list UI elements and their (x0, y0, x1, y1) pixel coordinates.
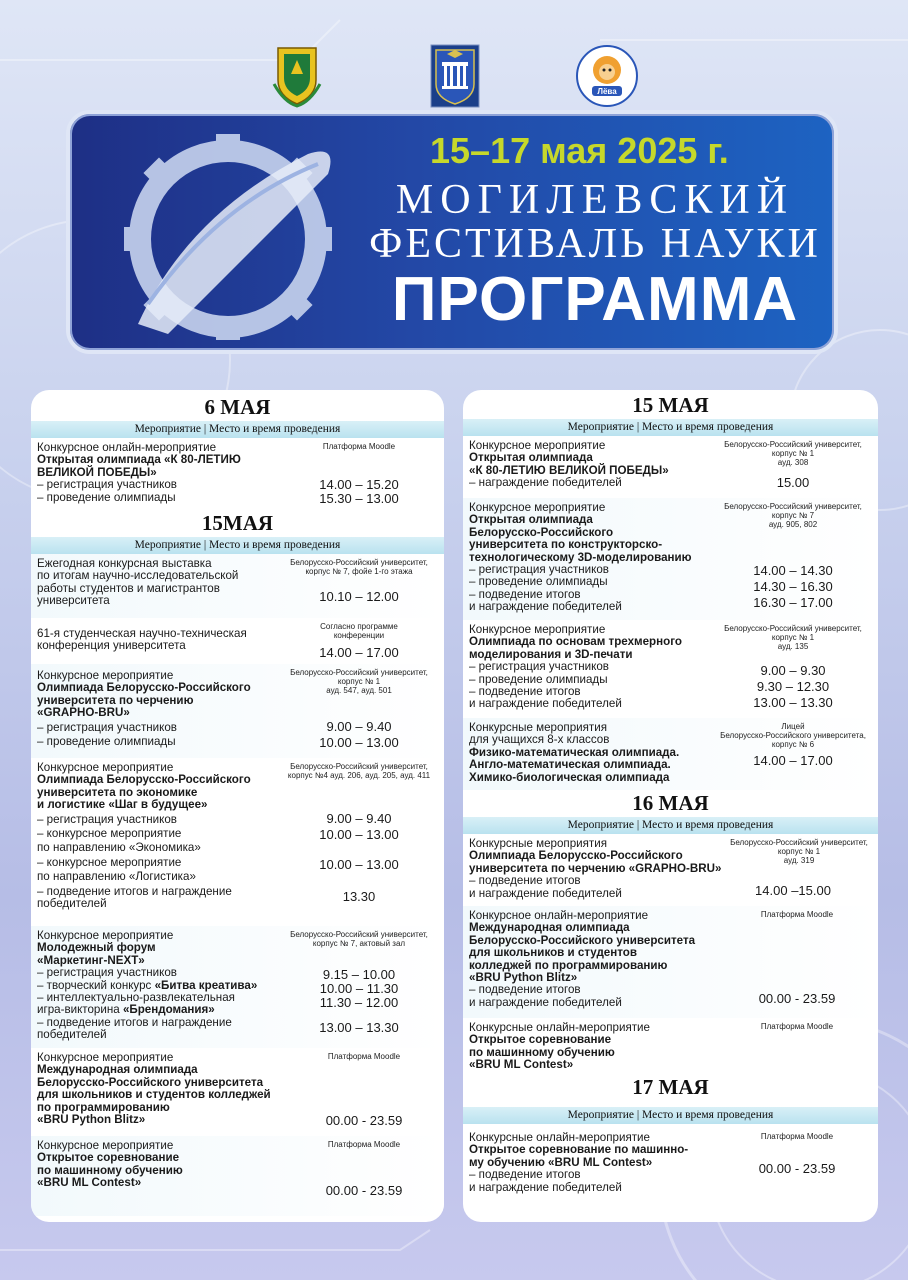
event-time: 11.30 – 12.00 (319, 995, 399, 1010)
event-text: университета (37, 594, 110, 608)
gear-ribbon-emblem-icon (108, 124, 358, 344)
event-text: – конкурсное мероприятие (37, 855, 182, 869)
event-title: му обучению «BRU ML Contest» (469, 1155, 653, 1169)
event-title: Олимпиада Белорусско-Российского (37, 773, 251, 787)
event-text: – проведение олимпиады (37, 490, 176, 504)
event-title: университета по черчению «GRAPHO-BRU» (469, 861, 722, 875)
event-title: Олимпиада Белорусско-Российского (469, 849, 683, 863)
event-text: Конкурсное мероприятие (37, 1139, 174, 1152)
event-item (463, 436, 878, 498)
event-time: 13.30 (342, 889, 376, 904)
event-time: 9.30 – 12.30 (756, 679, 830, 694)
event-place-line: Белорусско-Российский университет, корпус № 1 (724, 440, 862, 458)
event-place: Белорусско-Российский университет, корпус № 7, фойе 1-го этажа (290, 558, 428, 576)
festival-banner (66, 110, 838, 354)
event-item (31, 438, 444, 510)
event-place: Платформа Moodle (327, 1140, 401, 1149)
event-time: 10.00 – 13.00 (319, 857, 399, 872)
event-text: Конкурсное мероприятие (37, 1051, 174, 1064)
event-text: Конкурсное онлайн-мероприятие (37, 441, 217, 454)
event-title: для школьников и студентов (469, 946, 637, 960)
event-title: университета по черчению (37, 693, 194, 707)
event-item (31, 1136, 444, 1216)
event-place (724, 838, 874, 865)
event-title: Олимпиада по основам трехмерного (469, 635, 682, 649)
event-time: 15.00 (776, 475, 810, 490)
event-text: Конкурсное онлайн-мероприятие (469, 909, 649, 922)
event-text: – регистрация участников (469, 563, 609, 577)
event-place-line: Белорусско-Российский университет, корпус № 1 (724, 624, 862, 642)
event-title: университета по конструкторско- (469, 538, 663, 552)
event-place-line: ауд. 135 (777, 642, 809, 651)
event-place-line: ауд. 319 (783, 856, 815, 865)
event-title: Белорусско-Российского университета (469, 933, 696, 947)
event-place-line: Белорусско-Российский университет, корпус № 7 (724, 502, 862, 520)
event-title: моделирования и 3D-печати (469, 647, 633, 661)
day-heading: 15 МАЯ (632, 393, 709, 417)
event-text: Конкурсные онлайн-мероприятие (469, 1021, 650, 1034)
event-item (463, 718, 878, 790)
event-text: по направлению «Логистика» (37, 870, 196, 884)
event-text: – интеллектуально-развлекательная (37, 991, 235, 1005)
event-place (712, 722, 874, 749)
event-item (31, 1048, 444, 1136)
event-text: – подведение итогов (469, 587, 581, 601)
event-text: – подведение итогов (469, 685, 581, 699)
event-text: – регистрация участников (37, 966, 177, 980)
event-place: Платформа Moodle (760, 1022, 834, 1031)
event-title: Открытая олимпиада (469, 513, 593, 527)
day-heading: 16 МАЯ (632, 791, 709, 815)
logos-row (0, 44, 908, 108)
event-time: 14.00 – 17.00 (319, 645, 399, 660)
event-item (31, 758, 444, 926)
event-place: Белорусско-Российский университет, корпус № 7, актовый зал (290, 930, 428, 948)
event-text: 61-я студенческая научно-техническая (37, 627, 247, 640)
event-title: по программированию (37, 1100, 170, 1114)
event-time: 9.00 – 9.30 (760, 663, 826, 678)
event-place-line: ауд. 308 (777, 458, 809, 467)
event-place (712, 624, 874, 651)
event-text: – подведение итогов (469, 874, 581, 888)
event-text: – регистрация участников (37, 812, 177, 826)
event-time: 00.00 - 23.59 (758, 1161, 836, 1176)
event-place: Платформа Moodle (760, 910, 834, 919)
title-line-2: ФЕСТИВАЛЬ НАУКИ (369, 221, 821, 267)
event-times (278, 478, 440, 506)
event-title: Открытое соревнование (37, 1151, 180, 1165)
event-time: 9.15 – 10.00 (322, 967, 396, 982)
event-place: Белорусско-Российский университет, корпус №4 ауд. 206, ауд. 205, ауд. 411 (287, 762, 431, 780)
event-title: «BRU ML Contest» (469, 1058, 574, 1072)
event-text: Конкурсные мероприятия (469, 837, 607, 850)
event-time: 14.00 – 14.30 (753, 563, 833, 578)
event-title: Молодежный форум (37, 941, 156, 955)
event-time: 10.00 – 13.00 (319, 827, 399, 842)
event-text: – подведение итогов (469, 983, 581, 997)
event-item (463, 834, 878, 906)
event-text: и награждение победителей (469, 600, 622, 614)
event-time: 00.00 - 23.59 (325, 1113, 403, 1128)
event-text: работы студентов и магистрантов (37, 581, 220, 595)
event-text: по направлению «Экономика» (37, 841, 201, 855)
day-heading: 6 МАЯ (204, 395, 271, 419)
event-title: Открытое соревнование (469, 1033, 612, 1047)
event-place: Согласно программе конференции (320, 622, 398, 640)
day-heading: 15МАЯ (201, 511, 274, 535)
event-text: Конкурсное мероприятие (37, 761, 174, 774)
leva-mascot-logo-icon (574, 44, 640, 108)
event-title: Белорусско-Российского (469, 525, 614, 539)
event-title: «BRU ML Contest» (37, 1176, 142, 1190)
event-text: – проведение олимпиады (37, 735, 176, 749)
event-text: – регистрация участников (37, 720, 177, 734)
day-heading: 17 МАЯ (632, 1075, 709, 1099)
column-header: Мероприятие | Место и время проведения (31, 537, 444, 554)
event-text: победителей (37, 1028, 107, 1042)
event-text: Конкурсное мероприятие (469, 623, 606, 636)
event-text: игра-викторина (37, 1003, 123, 1017)
event-title: и логистике «Шаг в будущее» (37, 798, 208, 812)
event-title: «BRU Python Blitz» (37, 1113, 146, 1127)
event-place-line: Лицей (781, 722, 805, 731)
event-title: Международная олимпиада (469, 921, 630, 935)
event-item (463, 1018, 878, 1074)
event-text: – творческий конкурс (37, 978, 155, 992)
title-line-1: МОГИЛЕВСКИЙ (395, 177, 795, 223)
event-time: 00.00 - 23.59 (758, 991, 836, 1006)
event-title: Олимпиада Белорусско-Российского (37, 681, 251, 695)
event-time: 14.00 – 15.20 (319, 477, 399, 492)
event-title: Физико-математическая олимпиада. (469, 745, 680, 759)
region-coat-of-arms-icon (272, 44, 322, 108)
event-text: Ежегодная конкурсная выставка (37, 557, 212, 570)
event-title: «BRU Python Blitz» (469, 971, 578, 985)
event-text: Конкурсное мероприятие (37, 929, 174, 942)
event-text: победителей (37, 897, 107, 911)
event-time: 13.00 – 13.30 (753, 695, 833, 710)
event-title: по машинному обучению (37, 1163, 183, 1177)
event-text: – подведение итогов (469, 1168, 581, 1182)
column-header: Мероприятие | Место и время проведения (31, 421, 444, 438)
event-time: 15.30 – 13.00 (319, 491, 399, 506)
event-text: конференция университета (37, 639, 186, 653)
event-item (463, 620, 878, 718)
title-programma: ПРОГРАММА (391, 265, 799, 334)
event-title: «Брендомания» (122, 1003, 215, 1017)
event-title: Международная олимпиада (37, 1063, 198, 1077)
event-text: для учащихся 8-х классов (469, 733, 610, 747)
event-title: университета по экономике (37, 785, 198, 799)
event-title: Химико-биологическая олимпиада (469, 770, 670, 784)
event-text: и награждение победителей (469, 1180, 622, 1194)
event-time: 10.00 – 13.00 (319, 735, 399, 750)
column-header: Мероприятие | Место и время проведения (463, 1107, 878, 1124)
event-text: и награждение победителей (469, 886, 622, 900)
event-title: Белорусско-Российского университета (37, 1075, 264, 1089)
event-place (712, 440, 874, 467)
event-place-line: ауд. 905, 802 (768, 520, 818, 529)
event-place: Платформа Moodle (327, 1052, 401, 1061)
event-place-line: Белорусско-Российский университет, корпус № 1 (730, 838, 868, 856)
event-title: технологическому 3D-моделированию (469, 550, 692, 564)
event-text: – проведение олимпиады (469, 575, 608, 589)
event-title: Открытое соревнование по машинно- (469, 1143, 689, 1157)
event-title: «К 80-ЛЕТИЮ ВЕЛИКОЙ ПОБЕДЫ» (469, 463, 669, 477)
event-text: Конкурсное мероприятие (469, 439, 606, 452)
event-place: Платформа Moodle (760, 1132, 834, 1141)
event-times (278, 720, 440, 750)
event-place (712, 502, 874, 529)
event-text: Конкурсные мероприятия (469, 721, 607, 734)
event-item (31, 926, 444, 1048)
event-title: Англо-математическая олимпиада. (469, 758, 671, 772)
event-title: по машинному обучению (469, 1045, 615, 1059)
right-program-card (463, 390, 878, 1222)
event-place-line: Белорусско-Российского университета, корпус № 6 (720, 731, 866, 749)
event-time: 9.00 – 9.40 (326, 811, 392, 826)
event-title: колледжей по программированию (469, 958, 668, 972)
event-item (31, 664, 444, 758)
event-item (31, 618, 444, 664)
event-item (31, 554, 444, 618)
event-title: ВЕЛИКОЙ ПОБЕДЫ» (37, 465, 157, 479)
event-text: Конкурсные онлайн-мероприятие (469, 1131, 650, 1144)
event-title: «GRAPHO-BRU» (37, 706, 130, 720)
event-text: Конкурсное мероприятие (469, 501, 606, 514)
event-time: 14.00 –15.00 (755, 883, 831, 898)
event-text: – регистрация участников (37, 478, 177, 492)
event-time: 16.30 – 17.00 (753, 595, 833, 610)
event-time: 9.00 – 9.40 (326, 719, 392, 734)
leva-logo-text: Лёва (597, 87, 617, 96)
event-title: «Битва креатива» (154, 978, 258, 992)
event-place-line: Белорусско-Российский университет, корпус № 1 (290, 668, 428, 686)
event-times (278, 646, 440, 660)
event-title: для школьников и студентов колледжей (37, 1088, 271, 1102)
event-text: – подведение итогов и награждение (37, 1015, 232, 1029)
event-time: 00.00 - 23.59 (325, 1183, 403, 1198)
event-item (463, 1124, 878, 1196)
event-time: 13.00 – 13.30 (319, 1020, 399, 1035)
event-text: – проведение олимпиады (469, 672, 608, 686)
event-times (278, 590, 440, 604)
event-text: и награждение победителей (469, 697, 622, 711)
event-place (278, 668, 440, 695)
event-text: Конкурсное мероприятие (37, 669, 174, 682)
event-text: – награждение победителей (469, 476, 622, 490)
event-item (463, 906, 878, 1018)
event-text: и награждение победителей (469, 995, 622, 1009)
event-time: 10.00 – 11.30 (319, 981, 399, 996)
event-text: по итогам научно-исследовательской (37, 569, 239, 583)
event-text: – подведение итогов и награждение (37, 884, 232, 898)
event-time: 10.10 – 12.00 (319, 589, 399, 604)
event-time: 14.00 – 17.00 (753, 753, 833, 768)
event-place-line: ауд. 547, ауд. 501 (326, 686, 392, 695)
left-program-card (31, 390, 444, 1222)
event-item (463, 498, 878, 620)
event-text: – регистрация участников (469, 660, 609, 674)
event-time: 14.30 – 16.30 (753, 579, 833, 594)
event-title: Открытая олимпиада «К 80-ЛЕТИЮ (37, 453, 241, 467)
event-text: – конкурсное мероприятие (37, 827, 182, 841)
column-header: Мероприятие | Место и время проведения (463, 419, 878, 436)
event-title: «Маркетинг-NEXT» (37, 953, 145, 967)
column-header: Мероприятие | Место и время проведения (463, 817, 878, 834)
festival-date: 15–17 мая 2025 г. (430, 130, 729, 171)
event-title: Открытая олимпиада (469, 451, 593, 465)
city-coat-of-arms-icon (430, 44, 480, 108)
event-place: Платформа Moodle (322, 442, 396, 451)
